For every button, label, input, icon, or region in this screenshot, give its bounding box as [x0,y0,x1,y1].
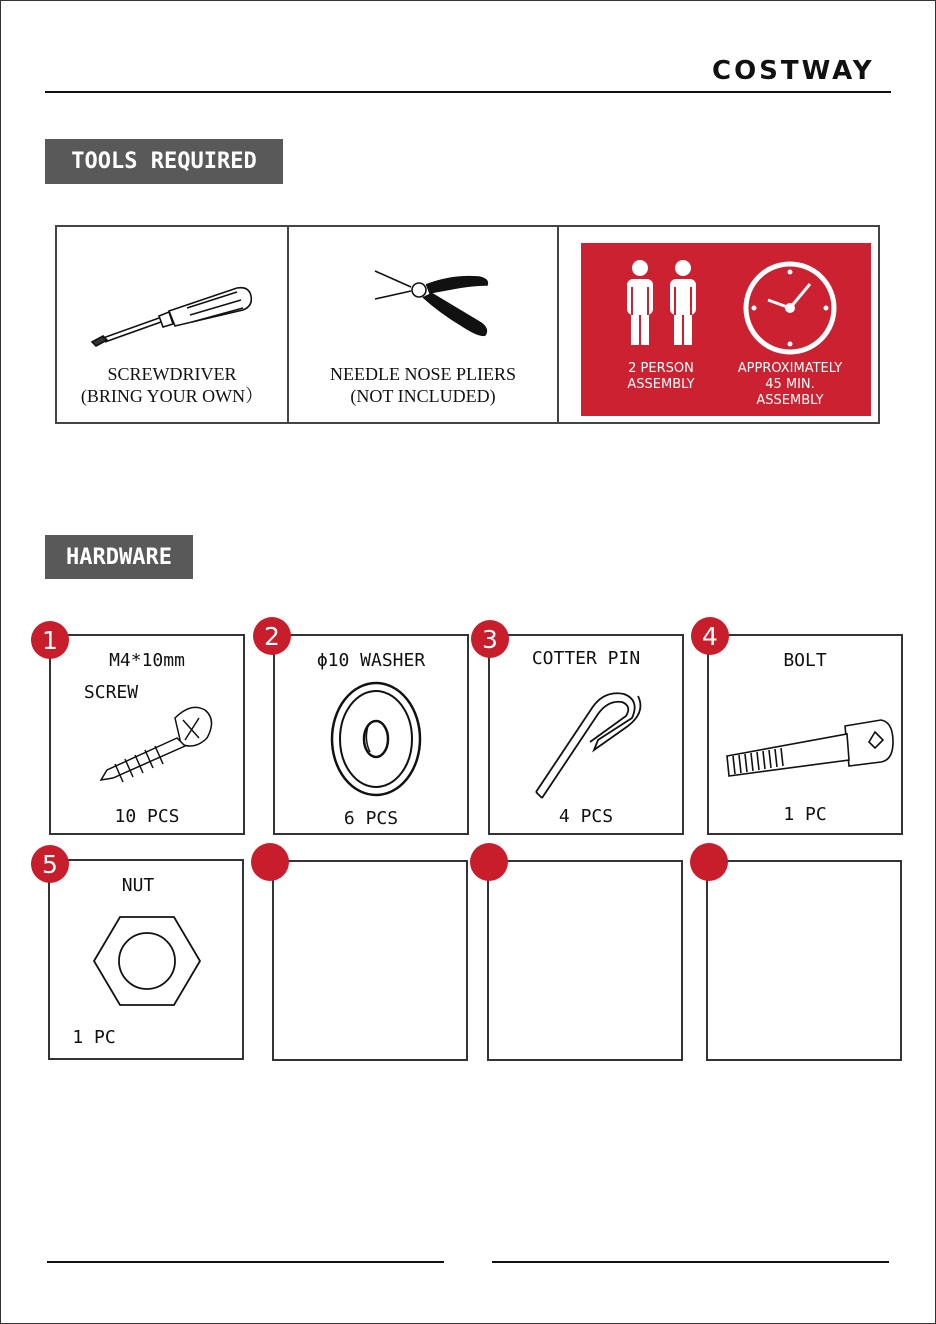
two-person-icon [621,259,703,347]
washer-quantity: 6 PCS [343,808,399,829]
hardware-card-empty [706,860,902,1061]
screw-icon [95,698,215,788]
header-divider [45,91,891,93]
tool-cell-screwdriver [57,227,289,422]
assembly-time-line3: ASSEMBLY [756,393,824,408]
tools-table [55,225,880,424]
hardware-card-screw [49,634,245,835]
pliers-note: (NOT INCLUDED) [350,386,496,406]
nut-icon [92,913,202,1009]
pliers-icon [371,263,501,343]
bolt-icon [723,716,895,782]
assembly-time-line2: 45 MIN. [765,377,815,392]
two-person-line2: ASSEMBLY [627,377,695,392]
footer-divider-left [47,1261,444,1263]
assembly-time-line1: APPROXIMATELY [737,361,843,376]
hardware-empty-badge [251,843,289,881]
hardware-tag: HARDWARE [45,535,193,579]
bolt-quantity: 1 PC [783,804,827,825]
hardware-card-bolt [707,634,903,835]
hardware-card-empty [487,860,683,1061]
washer-label: ϕ10 WASHER [316,650,426,671]
hardware-number-badge: 1 [31,621,69,659]
screw-size-label: M4*10mm [109,650,185,671]
two-person-line1: 2 PERSON [628,361,694,376]
assembly-info-panel [581,243,871,416]
hardware-number-badge: 2 [253,617,291,655]
cotter-pin-label: COTTER PIN [531,648,641,669]
hardware-empty-badge [690,843,728,881]
screwdriver-label: SCREWDRIVER [107,364,237,384]
washer-icon [328,680,424,798]
cotter-pin-icon [528,684,648,804]
cotter-pin-quantity: 4 PCS [558,806,614,827]
screwdriver-icon [87,282,257,352]
hardware-number-badge: 5 [31,845,69,883]
bolt-label: BOLT [783,650,827,671]
clock-icon [742,260,838,356]
tools-required-tag: TOOLS REQUIRED [45,139,283,184]
nut-label: NUT [121,875,155,896]
hardware-card-cotter-pin [488,634,684,835]
nut-quantity: 1 PC [72,1027,116,1048]
hardware-card-nut [48,859,244,1060]
hardware-empty-badge [470,843,508,881]
footer-divider-right [492,1261,889,1263]
screwdriver-note: (BRING YOUR OWN） [80,386,264,406]
screw-quantity: 10 PCS [114,806,180,827]
hardware-card-washer [273,634,469,835]
screw-name-label: SCREW [83,682,139,703]
pliers-label: NEEDLE NOSE PLIERS [330,364,516,384]
tool-cell-pliers [289,227,559,422]
tool-cell-assembly [559,227,878,422]
hardware-number-badge: 4 [691,617,729,655]
brand-logo: COSTWAY [712,56,875,86]
hardware-card-empty [272,860,468,1061]
hardware-number-badge: 3 [471,620,509,658]
